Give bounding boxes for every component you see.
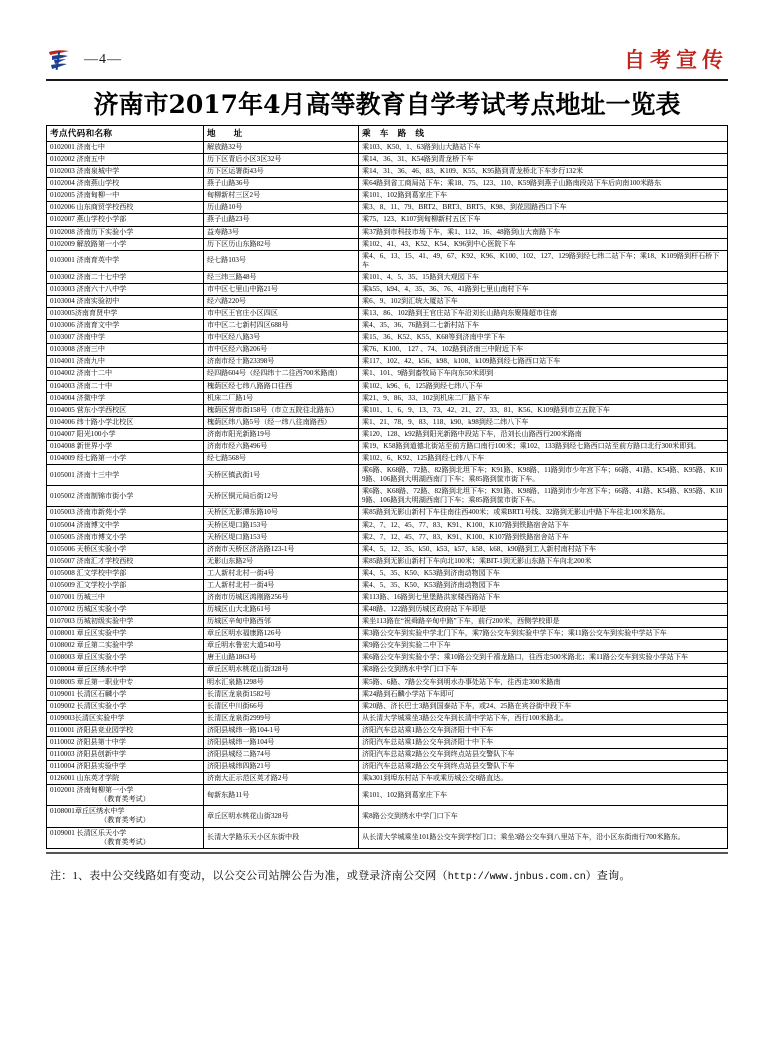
cell-bus-route: 乘4、5、35、K50、K53路到济南动物园下车	[359, 579, 728, 591]
page-title: 济南市2017年4月高等教育自学考试考点地址一览表	[93, 90, 681, 119]
cell-code-name: 0102005 济南甸柳一中	[47, 190, 204, 202]
table-row	[47, 190, 728, 202]
cell-code-name: 0110001 济阳县竞业园学校	[47, 724, 204, 736]
cell-code-name: 0103008 济南三中	[47, 344, 204, 356]
table-row	[47, 676, 728, 688]
footnote-url: http://www.jnbus.com.cn	[447, 871, 586, 883]
footnote-prefix: 注：1、表中公交线路如有变动，以公交公司站牌公告为准，或登录济南公交网（	[50, 869, 448, 882]
cell-address: 济南市历城区鸿刚路256号	[204, 591, 359, 603]
cell-code-name: 0110003 济阳县创新中学	[47, 748, 204, 760]
cell-code-name: 0102003 济南泉城中学	[47, 166, 204, 178]
table-row	[47, 214, 728, 226]
table-row	[47, 202, 728, 214]
cell-bus-route: 乘102、41、43、K52、K54、K96到中心医院下车	[359, 238, 728, 250]
cell-bus-route: 乘9路公交车到实验二中下车	[359, 640, 728, 652]
table-row	[47, 628, 728, 640]
cell-bus-route: 济阳汽车总站乘2路公交车到终点站县交警队下车	[359, 761, 728, 773]
cell-bus-route: 乘2、7、12、45、77、83、K91、K100、K107路到铁路宿舍站下车	[359, 531, 728, 543]
table-bottom-rule	[46, 852, 728, 854]
table-row	[47, 700, 728, 712]
cell-address: 甸新东路11号	[204, 785, 359, 806]
cell-code-name: 0103007 济南中学	[47, 332, 204, 344]
table-row	[47, 404, 728, 416]
cell-code-name	[47, 785, 204, 806]
cell-code-name: 0108002 章丘第二实验中学	[47, 640, 204, 652]
cell-code-name: 0103001 济南育英中学	[47, 250, 204, 271]
cell-bus-route: 济阳汽车总站乘1路公交车到济阳十中下车	[359, 736, 728, 748]
cell-code-name: 0103004 济南实验初中	[47, 296, 204, 308]
cell-address: 天桥区无影潭东路10号	[204, 507, 359, 519]
cell-address: 经六路220号	[204, 296, 359, 308]
cell-code-name: 0105005 济南市博文小学	[47, 531, 204, 543]
cell-code-mainline: 0109001 长清区乐天小学	[50, 828, 127, 837]
cell-bus-route: 乘102、k96、6、125路到经七纬八下车	[359, 380, 728, 392]
table-row	[47, 579, 728, 591]
cell-address: 章丘区明水桃花山街328号	[204, 806, 359, 827]
cell-address: 历山路10号	[204, 202, 359, 214]
cell-address: 济南市阳光新路19号	[204, 428, 359, 440]
cell-bus-route: 乘4、6、13、15、41、49、67、K92、K96、K100、102、127、129路到经七纬二站下车；乘18、K109路到杆石桥下车	[359, 250, 728, 271]
cell-address: 济阳县城纬一路104号	[204, 736, 359, 748]
cell-code-name: 0104003 济南二十中	[47, 380, 204, 392]
table-row	[47, 591, 728, 603]
table-row	[47, 392, 728, 404]
cell-code-name: 0107002 历城区实验小学	[47, 604, 204, 616]
cell-bus-route: 乘5路、6路、7路公交车到明水办事处站下车，往西走300米路南	[359, 676, 728, 688]
cell-address: 经七路568号	[204, 453, 359, 465]
cell-bus-route: 济阳汽车总站乘2路公交车到终点站县交警队下车	[359, 748, 728, 760]
cell-bus-route: 乘101、102路到葛家庄下车	[359, 785, 728, 806]
cell-address: 历下区运署街43号	[204, 166, 359, 178]
footnote	[50, 868, 728, 885]
cell-address: 济南市经六路496号	[204, 440, 359, 452]
cell-code-name: 0103006 济南育文中学	[47, 320, 204, 332]
cell-address: 益寿路3号	[204, 226, 359, 238]
cell-bus-route: 乘6、9、102到汇统大厦站下车	[359, 296, 728, 308]
cell-code-name: 0102006 山东商贸学校西校	[47, 202, 204, 214]
table-row	[47, 428, 728, 440]
table-row	[47, 806, 728, 827]
cell-address: 市中区经八路3号	[204, 332, 359, 344]
column-header-code-name: 考点代码和名称	[47, 126, 204, 142]
running-head-left	[46, 48, 122, 76]
cell-bus-route: 乘k301到埠东村站下车或乘历城公交8路直达。	[359, 773, 728, 785]
cell-bus-route: 乘24路到石麟小学站下车即可	[359, 688, 728, 700]
table-row	[47, 453, 728, 465]
table-row	[47, 736, 728, 748]
table-row	[47, 142, 728, 154]
cell-bus-route: 乘3路公交车到实验中学北门下车，乘7路公交车到实验中学下车；乘11路公交车到实验中学站下车	[359, 628, 728, 640]
table-row	[47, 440, 728, 452]
cell-address: 明水汇泉路1298号	[204, 676, 359, 688]
cell-code-name: 0105006 天桥区实验小学	[47, 543, 204, 555]
table-row	[47, 664, 728, 676]
cell-code-name: 0105007 济南汇才学校西校	[47, 555, 204, 567]
cell-address: 工人新村北村一街4号	[204, 579, 359, 591]
table-row	[47, 166, 728, 178]
cell-bus-route: 乘8路公交到绣水中学门口下车	[359, 664, 728, 676]
cell-code-mainline: 0108001章丘区绣水中学	[50, 807, 125, 816]
cell-code-name: 0102004 济南燕山学校	[47, 178, 204, 190]
cell-address: 长清区中川街66号	[204, 700, 359, 712]
cell-code-name: 0104002 济南十二中	[47, 368, 204, 380]
cell-address: 天桥区堤口路153号	[204, 519, 359, 531]
cell-bus-route: 乘4、35、36、76路到二七新村站下车	[359, 320, 728, 332]
cell-address: 槐荫区纬八路5号（经一纬八往南路西）	[204, 416, 359, 428]
cell-bus-route: 乘14、36、31、K54路到青龙桥下车	[359, 154, 728, 166]
table-row	[47, 748, 728, 760]
publication-banner: 自考宣传	[624, 47, 728, 72]
cell-bus-route: 乘6路公交车到实验小学；乘10路公交到千禧龙路口，往西走500米路北；乘11路公交车到实验小学站下车	[359, 652, 728, 664]
cell-code-name: 0104001 济南九中	[47, 356, 204, 368]
table-row	[47, 250, 728, 271]
cell-bus-route: 乘48路、122路到历城区政府站下车即是	[359, 604, 728, 616]
cell-code-name: 0104009 经七路第一小学	[47, 453, 204, 465]
table-row	[47, 519, 728, 531]
cell-code-name: 0109002 长清区实验小学	[47, 700, 204, 712]
cell-address: 市中区二七新村四区688号	[204, 320, 359, 332]
cell-address: 历城区辛甸中路西邻	[204, 616, 359, 628]
cell-address: 市中区经六路206号	[204, 344, 359, 356]
cell-address: 济阳县城经二路74号	[204, 748, 359, 760]
cell-code-name: 0105003 济南市新苑小学	[47, 507, 204, 519]
cell-address: 济南市经十路23398号	[204, 356, 359, 368]
cell-code-name: 0105004 济南博文中学	[47, 519, 204, 531]
cell-address: 济南市天桥区济洛路123-1号	[204, 543, 359, 555]
cell-address: 历下区青后小区3区32号	[204, 154, 359, 166]
table-row	[47, 283, 728, 295]
cell-code-name: 0104008 新世界小学	[47, 440, 204, 452]
cell-code-name: 0102008 济南历下实验小学	[47, 226, 204, 238]
cell-code-name	[47, 827, 204, 848]
cell-bus-route: 乘13、86、102路到王官庄站下车沿刘长山路向东聚隆超市往南	[359, 308, 728, 320]
cell-bus-route: 从长清大学城乘坐3路公交车到长清中学站下车，西行100米路北。	[359, 712, 728, 724]
cell-address: 解放路32号	[204, 142, 359, 154]
cell-address: 济阳县城纬一路104-1号	[204, 724, 359, 736]
cell-code-name: 0107003 历城初级实验中学	[47, 616, 204, 628]
cell-bus-route: 乘101、1、6、9、13、73、42、21、27、33、81、K56、K109路到市立五院下车	[359, 404, 728, 416]
table-row	[47, 688, 728, 700]
footnote-suffix: ）查询。	[585, 869, 631, 882]
cell-bus-route: 乘64路到省工商局站下车；乘18、75、123、110、K59路到燕子山路南段站下车后向南100米路东	[359, 178, 728, 190]
table-row	[47, 712, 728, 724]
cell-bus-route: 乘117、102、42、k56、k98、k108、k109路到经七路西口站下车	[359, 356, 728, 368]
table-row	[47, 416, 728, 428]
table-header-row	[47, 126, 728, 142]
table-row	[47, 380, 728, 392]
cell-code-name: 0103005济南育贤中学	[47, 308, 204, 320]
table-row	[47, 368, 728, 380]
cell-bus-route: 乘102、6、K92、125路到经七纬八下车	[359, 453, 728, 465]
cell-bus-route: 乘101、102路到葛家庄下车	[359, 190, 728, 202]
cell-address: 经七路103号	[204, 250, 359, 271]
table-row	[47, 761, 728, 773]
cell-address: 长清区龙泉街2999号	[204, 712, 359, 724]
cell-code-name: 0104004 济微中学	[47, 392, 204, 404]
cell-bus-route: 乘85路到无影山新村下车向北100米；乘BIT-1到无影山东路下车向北200米	[359, 555, 728, 567]
cell-address: 章丘区明水桃花山街328号	[204, 664, 359, 676]
cell-code-name: 0104006 纬十路小学北校区	[47, 416, 204, 428]
table-header	[47, 126, 728, 142]
cell-address: 济南大正示范区英才路2号	[204, 773, 359, 785]
cell-address: 槐荫区营市街158号（市立五院往北路东）	[204, 404, 359, 416]
cell-bus-route: 乘113路、16路到七里堡路洪家楼西路站下车	[359, 591, 728, 603]
cell-code-name: 0105001 济南十三中学	[47, 465, 204, 486]
table-row	[47, 827, 728, 848]
cell-bus-route: 乘k55、k94、4、35、36、76、41路到七里山南村下车	[359, 283, 728, 295]
cell-address: 历城区山大北路61号	[204, 604, 359, 616]
cell-address: 机床二厂路1号	[204, 392, 359, 404]
cell-bus-route: 济阳汽车总站乘1路公交车到济阳十中下车	[359, 724, 728, 736]
table-row	[47, 320, 728, 332]
cell-address: 经三纬三路48号	[204, 271, 359, 283]
cell-code-name: 0102009 解放路第一小学	[47, 238, 204, 250]
cell-address: 市中区七里山中路21号	[204, 283, 359, 295]
cell-bus-route: 乘8路公交到绣水中学门口下车	[359, 806, 728, 827]
table-row	[47, 344, 728, 356]
cell-bus-route: 乘1、21、78、9、83、118、k90、k98到经二纬八下车	[359, 416, 728, 428]
table-row	[47, 154, 728, 166]
table-body	[47, 142, 728, 849]
cell-address: 燕子山路36号	[204, 178, 359, 190]
cell-address: 天桥区铜元局后街12号	[204, 486, 359, 507]
table-row	[47, 465, 728, 486]
cell-address: 天桥区堤口路153号	[204, 531, 359, 543]
cell-bus-route: 乘坐113路在“祝舜路辛甸中路”下车，前行200米，西侧学校即是	[359, 616, 728, 628]
cell-code-name: 0105002 济南制锦市街小学	[47, 486, 204, 507]
exam-site-table	[46, 125, 728, 849]
cell-code-name: 0108001 章丘区实验中学	[47, 628, 204, 640]
cell-address: 长清大学路乐天小区东街中段	[204, 827, 359, 848]
running-head	[46, 32, 728, 76]
cell-bus-route: 乘37路到市科技市场下车，乘1、112、16、48路到山大南路下车	[359, 226, 728, 238]
table-row	[47, 652, 728, 664]
cell-bus-route: 乘1、101、9路到畜牧局下车向东50米即到	[359, 368, 728, 380]
cell-address: 济阳县城纬四路21号	[204, 761, 359, 773]
cell-code-mainline: 0102001 济南甸柳第一小学	[50, 786, 134, 795]
cell-bus-route: 乘6路、K68路、72路、82路到北坦下车；K91路、K98路、11路到市少年宫下车；66路、41路、K54路、K95路、K109路、106路到大明湖西南门下车；乘85路到筐市街下车。	[359, 465, 728, 486]
cell-address: 市中区王官庄小区四区	[204, 308, 359, 320]
cell-code-name: 0104005 营东小学西校区	[47, 404, 204, 416]
table-row	[47, 543, 728, 555]
cell-code-subline: （教育类考试）	[100, 795, 150, 804]
cell-code-name: 0105009 汇文学校小学部	[47, 579, 204, 591]
table-row	[47, 332, 728, 344]
table-row	[47, 640, 728, 652]
cell-bus-route: 乘85路到无影山新村下车往南往西400米；或乘BRT1号线、32路到无影山中路下车往北100米路东。	[359, 507, 728, 519]
table-row	[47, 486, 728, 507]
cell-address: 槐荫区经七纬八路路口往西	[204, 380, 359, 392]
cell-code-name	[47, 806, 204, 827]
document-page	[0, 32, 768, 1056]
cell-address: 历下区历山东路82号	[204, 238, 359, 250]
cell-bus-route: 乘19、K58路到道德北街站至前方路口南行100米；乘102、133路到经七路西口站至前方路口北行300米即到。	[359, 440, 728, 452]
cell-address: 经四路604号（经四纬十二往西700米路南）	[204, 368, 359, 380]
cell-code-name: 0110004 济阳县实验中学	[47, 761, 204, 773]
cell-address: 甸柳新村三区2号	[204, 190, 359, 202]
column-header-address: 地 址	[204, 126, 359, 142]
cell-bus-route: 乘15、36、K52、K55、K68等到济南中学下车	[359, 332, 728, 344]
cell-code-name: 0103003 济南六十八中学	[47, 283, 204, 295]
cell-bus-route: 乘20路、济长巴士3路到国泰站下车，或24、25路在宾谷街中段下车	[359, 700, 728, 712]
cell-address: 章丘区明水福康路126号	[204, 628, 359, 640]
table-row	[47, 555, 728, 567]
cell-bus-route: 乘76、K100、 127 、74、102路到济南三中附近下车	[359, 344, 728, 356]
cell-code-name: 0107001 历城三中	[47, 591, 204, 603]
table-row	[47, 531, 728, 543]
table-row	[47, 616, 728, 628]
table-row	[47, 724, 728, 736]
table-row	[47, 785, 728, 806]
cell-code-name: 0110002 济阳县第十中学	[47, 736, 204, 748]
cell-bus-route: 乘6路、K68路、72路、82路到北坦下车；K91路、K98路、11路到市少年宫下车；66路、41路、K54路、K95路、K109路、106路到大明湖西南门下车；乘85路到筐市街下车。	[359, 486, 728, 507]
cell-code-name: 0102007 燕山学校小学部	[47, 214, 204, 226]
cell-code-name: 0126001 山东英才学院	[47, 773, 204, 785]
cell-bus-route: 乘103、K50、1、63路到山大路站下车	[359, 142, 728, 154]
table-row	[47, 356, 728, 368]
cell-address: 工人新村北村一街4号	[204, 567, 359, 579]
cell-bus-route: 乘2、7、12、45、77、83、K91、K100、K107路到铁路宿舍站下车	[359, 519, 728, 531]
cell-code-name: 0103002 济南二十七中学	[47, 271, 204, 283]
cell-code-subline: （教育类考试）	[100, 816, 150, 825]
cell-bus-route: 乘14、31、36、46、83、K109、K55、K95路到青龙桥北下车步行132米	[359, 166, 728, 178]
cell-bus-route: 乘4、5、35、K50、K53路到济南动物园下车	[359, 567, 728, 579]
cell-code-name: 0109001 长清区石麟小学	[47, 688, 204, 700]
cell-bus-route: 乘101、4、5、35、15路到大观园下车	[359, 271, 728, 283]
cell-code-subline: （教育类考试）	[100, 837, 150, 846]
column-header-bus-route: 乘 车 路 线	[359, 126, 728, 142]
table-row	[47, 604, 728, 616]
cell-code-name: 0109003长清区实验中学	[47, 712, 204, 724]
table-row	[47, 507, 728, 519]
cell-address: 长清区龙泉街1582号	[204, 688, 359, 700]
cell-address: 燕子山路23号	[204, 214, 359, 226]
cell-bus-route: 乘21、9、86、33、102到机床二厂路下车	[359, 392, 728, 404]
cell-code-name: 0105008 汇文学校中学部	[47, 567, 204, 579]
cell-address: 章丘明水鲁宏大道540号	[204, 640, 359, 652]
table-row	[47, 271, 728, 283]
cell-code-name: 0108005 章丘第一职业中专	[47, 676, 204, 688]
cell-bus-route: 乘120、128、k92路到阳光新路中段站下车，沿刘长山路西行200米路南	[359, 428, 728, 440]
table-row	[47, 296, 728, 308]
cell-address: 唐王山路1863号	[204, 652, 359, 664]
table-row	[47, 308, 728, 320]
cell-code-name: 0102002 济南五中	[47, 154, 204, 166]
cell-code-name: 0108003 章丘区实验小学	[47, 652, 204, 664]
cell-bus-route: 乘4、5、12、35、k50、k53、k57、k58、k68、k90路到工人新村南村站下车	[359, 543, 728, 555]
cell-code-name: 0108004 章丘区绣水中学	[47, 664, 204, 676]
table-row	[47, 567, 728, 579]
publication-logo-icon	[46, 48, 72, 72]
table-row	[47, 238, 728, 250]
header-rule	[46, 79, 728, 81]
table-row	[47, 773, 728, 785]
cell-bus-route: 乘75、123、K107到甸柳新村五区下车	[359, 214, 728, 226]
cell-address: 无影山东路2号	[204, 555, 359, 567]
exam-site-table-wrap	[46, 125, 728, 849]
table-row	[47, 226, 728, 238]
cell-bus-route: 乘3、8、11、79、BRT2、BRT3、BRT5、K98、到花园路西口下车	[359, 202, 728, 214]
page-folio: —4—	[84, 52, 122, 67]
cell-bus-route: 从长清大学城乘坐101路公交车到学校门口；乘坐3路公交车到八里站下车，沿小区东街南行700米路东。	[359, 827, 728, 848]
cell-code-name: 0102001 济南七中	[47, 142, 204, 154]
table-row	[47, 178, 728, 190]
cell-address: 天桥区镇武街1号	[204, 465, 359, 486]
cell-code-name: 0104007 阳光100小学	[47, 428, 204, 440]
